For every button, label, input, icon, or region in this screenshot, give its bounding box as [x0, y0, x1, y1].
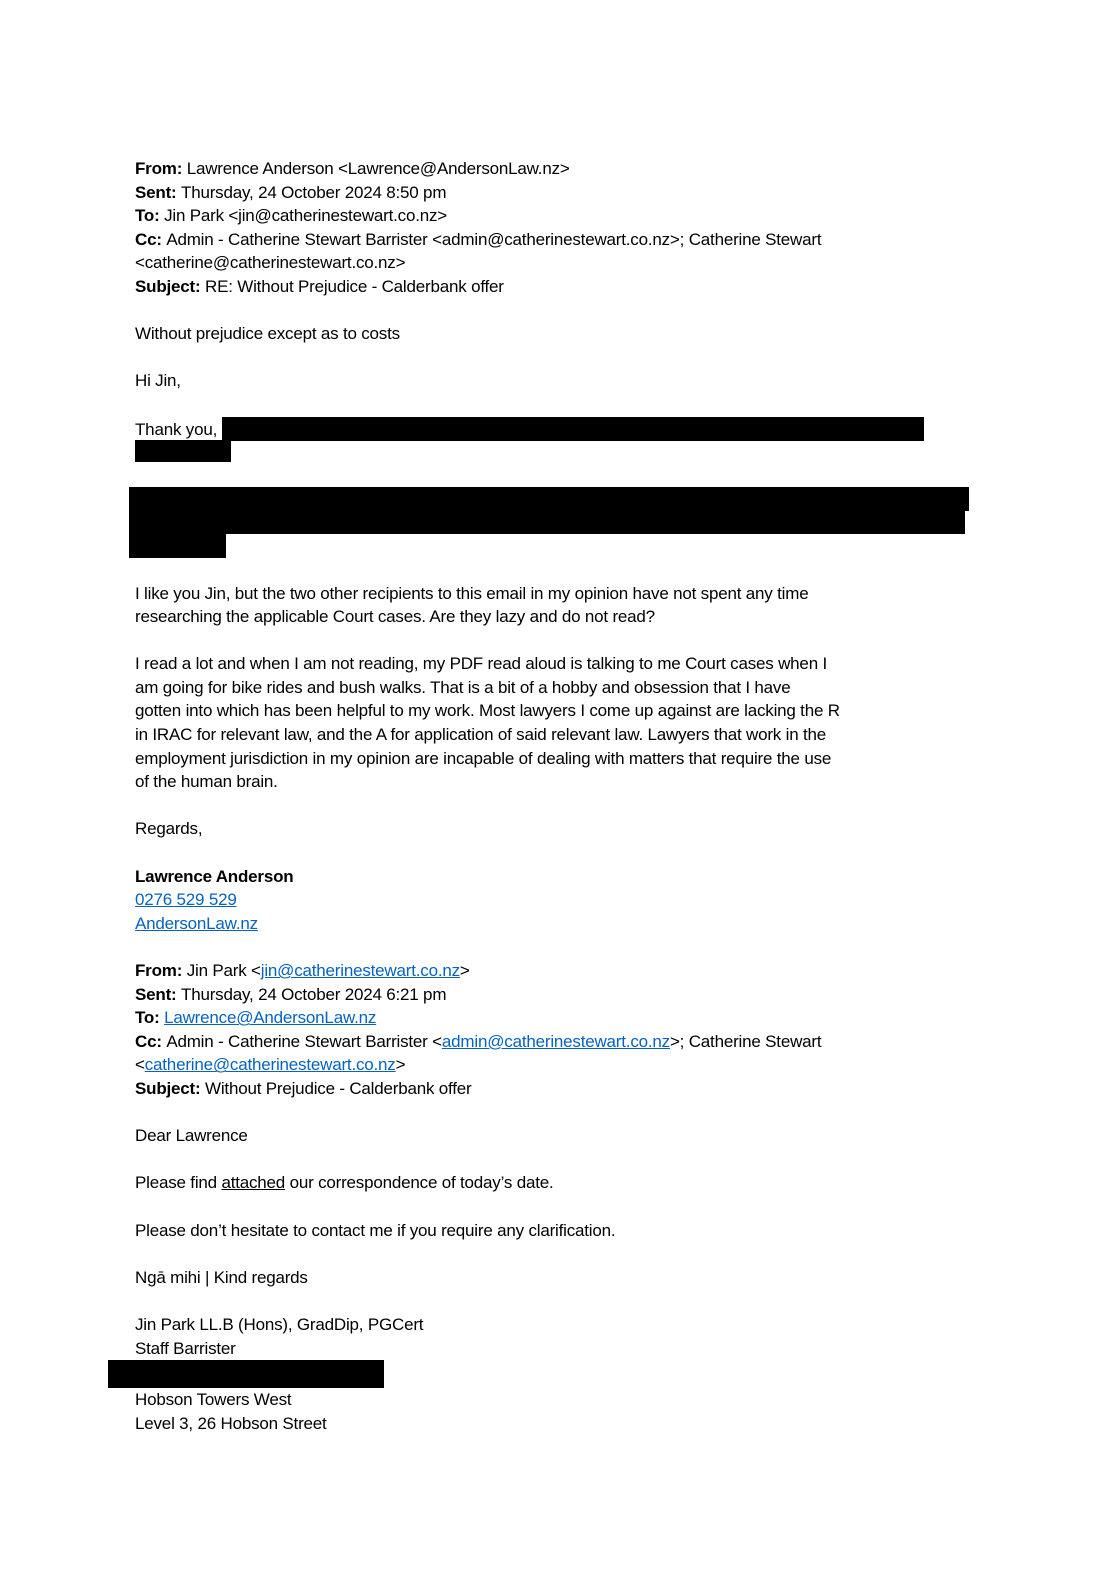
msg1-greeting: Hi Jin, [135, 371, 181, 391]
msg1-cc-value-1: Admin - Catherine Stewart Barrister <admin@catherinestewart.co.nz>; Catherine Stewart [166, 229, 822, 249]
msg1-paragraph-read-line: I read a lot and when I am not reading, my PDF read aloud is talking to me Court cases when I [135, 654, 827, 674]
msg2-to-line [135, 1006, 980, 1030]
msg2-from-pre: Jin Park < [186, 961, 261, 980]
msg2-to-label: To: [135, 1008, 165, 1028]
msg2-sent-label: Sent: [135, 984, 182, 1004]
msg2-cc-email1-link[interactable]: admin@catherinestewart.co.nz [441, 1031, 670, 1051]
msg2-subject-value: Without Prejudice - Calderbank offer [205, 1078, 472, 1098]
msg2-cc-email2-link[interactable]: catherine@catherinestewart.co.nz [144, 1055, 396, 1075]
msg1-thank-you-line [135, 417, 980, 441]
msg2-sent-line [135, 983, 980, 1007]
msg1-paragraph-read-line: of the human brain. [135, 772, 278, 792]
msg1-from-label: From: [135, 159, 187, 178]
attached-underlined-word: attached [221, 1173, 286, 1193]
msg1-cc-label: Cc: [135, 229, 167, 249]
msg2-cc-line2-open: < [135, 1055, 145, 1075]
redaction-bar [108, 1360, 384, 1388]
attached-post-text: our correspondence of today’s date. [285, 1173, 554, 1193]
msg1-paragraph-read-line: am going for bike rides and bush walks. That is a bit of a hobby and obsession that I have [135, 677, 791, 697]
msg2-from-post: > [459, 961, 470, 980]
msg2-signature-address-line-1: Hobson Towers West [135, 1390, 292, 1410]
msg2-cc-line2-close: > [395, 1055, 406, 1075]
msg2-sent-value: Thursday, 24 October 2024 6:21 pm [181, 984, 447, 1004]
msg1-signature-phone-line [135, 888, 980, 912]
msg1-paragraph-read-line: gotten into which has been helpful to my work. Most lawyers I come up against are lacking the R [135, 701, 840, 721]
msg1-sent-value: Thursday, 24 October 2024 8:50 pm [181, 182, 447, 202]
msg2-subject-label: Subject: [135, 1078, 205, 1098]
msg1-paragraph-read-line: in IRAC for relevant law, and the A for application of said relevant law. Lawyers that work in the [135, 725, 827, 745]
redaction-bar [129, 511, 965, 534]
email-thread-document [135, 157, 980, 1435]
attached-pre-text: Please find [135, 1173, 222, 1193]
msg1-paragraph-like-line: I like you Jin, but the two other recipients to this email in my opinion have not spent any time [135, 583, 809, 603]
msg2-attached-line [135, 1171, 980, 1195]
msg1-to-line [135, 204, 980, 228]
redaction-bar [135, 440, 231, 462]
msg1-signature-website-line [135, 912, 980, 936]
msg1-sent-line [135, 181, 980, 205]
msg2-signature-address-line-2: Level 3, 26 Hobson Street [135, 1413, 327, 1433]
msg1-cc-line-2 [135, 251, 980, 275]
without-prejudice-note: Without prejudice except as to costs [135, 324, 400, 344]
msg1-paragraph-read-line: employment jurisdiction in my opinion are incapable of dealing with matters that require the use [135, 748, 832, 768]
msg1-from-line [135, 157, 980, 181]
redaction-bar [129, 487, 969, 511]
msg2-cc-line-1 [135, 1030, 980, 1054]
msg2-cc-label: Cc: [135, 1031, 167, 1051]
msg1-paragraph-like-line: researching the applicable Court cases. Are they lazy and do not read? [135, 607, 655, 627]
msg2-clarification-line: Please don’t hesitate to contact me if you require any clarification. [135, 1220, 616, 1240]
msg1-subject-label: Subject: [135, 276, 205, 296]
msg2-to-email-link[interactable]: Lawrence@AndersonLaw.nz [164, 1008, 377, 1028]
msg2-subject-line [135, 1077, 980, 1101]
msg1-sent-label: Sent: [135, 182, 182, 202]
msg2-signature-title-line: Staff Barrister [135, 1338, 236, 1358]
website-link[interactable]: AndersonLaw.nz [135, 913, 258, 933]
thank-you-text: Thank you, [135, 419, 218, 439]
msg2-cc-line-2 [135, 1053, 980, 1077]
msg2-from-email-link[interactable]: jin@catherinestewart.co.nz [260, 961, 460, 980]
msg2-greeting: Dear Lawrence [135, 1126, 248, 1146]
msg1-subject-value: RE: Without Prejudice - Calderbank offer [205, 276, 504, 296]
msg1-to-value: Jin Park <jin@catherinestewart.co.nz> [164, 206, 448, 226]
msg1-from-value: Lawrence Anderson <Lawrence@AndersonLaw.nz> [186, 159, 570, 178]
msg2-cc-pre: Admin - Catherine Stewart Barrister < [166, 1031, 442, 1051]
msg2-cc-mid: >; Catherine Stewart [669, 1031, 822, 1051]
redaction-bar [222, 417, 924, 441]
msg1-closing: Regards, [135, 819, 203, 839]
msg1-signature-name: Lawrence Anderson [135, 866, 294, 886]
phone-link[interactable]: 0276 529 529 [135, 890, 237, 910]
msg2-closing: Ngā mihi | Kind regards [135, 1267, 308, 1287]
msg1-subject-line [135, 275, 980, 299]
redaction-bar [129, 534, 226, 558]
msg2-signature-name-line: Jin Park LL.B (Hons), GradDip, PGCert [135, 1314, 424, 1334]
msg1-cc-line-1 [135, 228, 980, 252]
msg1-to-label: To: [135, 206, 165, 226]
msg1-cc-value-2: <catherine@catherinestewart.co.nz> [135, 253, 406, 273]
msg2-from-label: From: [135, 961, 187, 980]
msg2-from-line [135, 959, 980, 983]
